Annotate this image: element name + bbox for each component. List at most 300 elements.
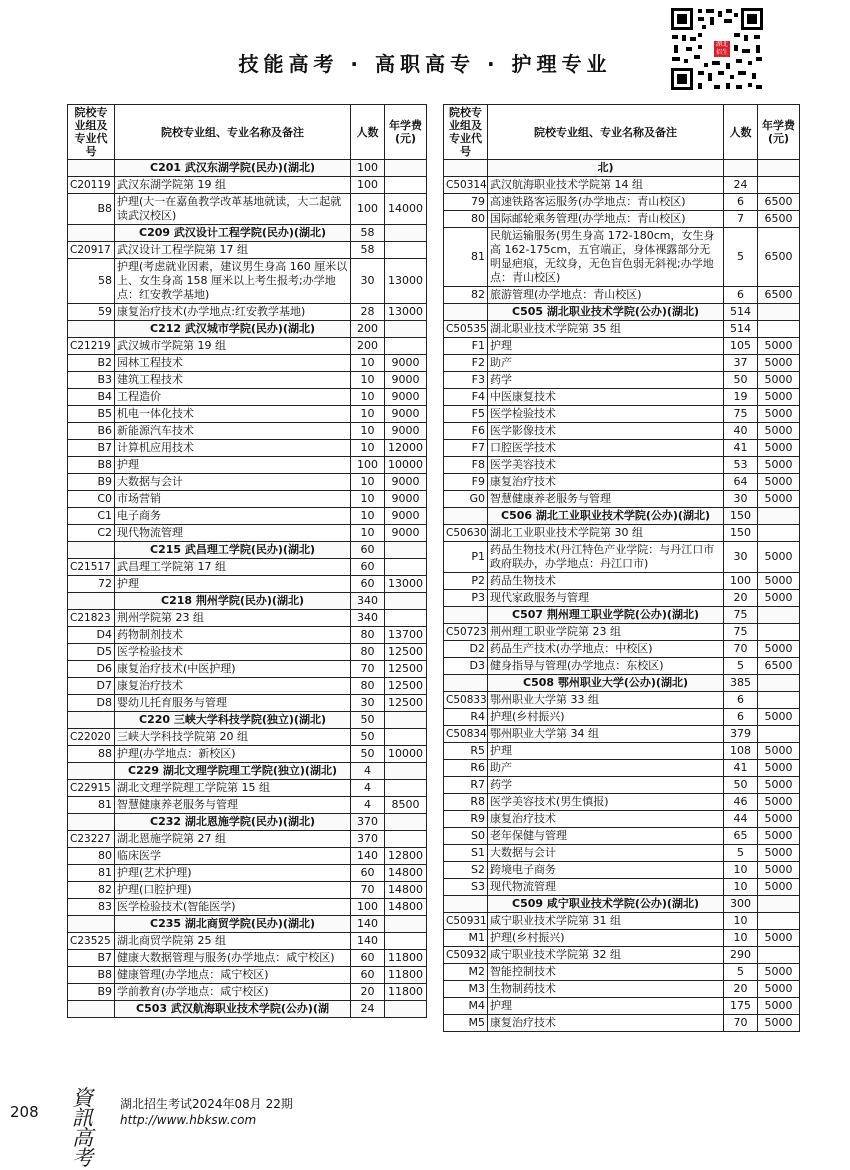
header-name: 院校专业组、专业名称及备注 bbox=[488, 105, 724, 160]
major-row bbox=[444, 811, 800, 828]
school-row bbox=[444, 896, 800, 913]
cell-name: 武汉航海职业技术学院第 14 组 bbox=[488, 177, 724, 194]
school-row bbox=[444, 607, 800, 624]
cell-fee bbox=[385, 729, 427, 746]
qr-code bbox=[668, 5, 766, 93]
cell-num: 80 bbox=[351, 644, 385, 661]
major-row bbox=[68, 372, 427, 389]
cell-fee: 6500 bbox=[758, 194, 800, 211]
cell-name: 助产 bbox=[488, 355, 724, 372]
cell-num: 30 bbox=[351, 695, 385, 712]
cell-code: D5 bbox=[68, 644, 115, 661]
school-row bbox=[444, 304, 800, 321]
cell-code bbox=[68, 542, 115, 559]
cell-num: 60 bbox=[351, 542, 385, 559]
cell-code: F8 bbox=[444, 457, 488, 474]
major-row bbox=[444, 879, 800, 896]
cell-code: R6 bbox=[444, 760, 488, 777]
cell-code bbox=[68, 593, 115, 610]
cell-num: 340 bbox=[351, 610, 385, 627]
group-row bbox=[444, 913, 800, 930]
major-row bbox=[444, 981, 800, 998]
cell-num: 5 bbox=[724, 658, 758, 675]
cell-fee: 5000 bbox=[758, 573, 800, 590]
cell-num: 379 bbox=[724, 726, 758, 743]
group-row bbox=[68, 338, 427, 355]
cell-name: 湖北文理学院理工学院第 15 组 bbox=[115, 780, 351, 797]
cell-num: 175 bbox=[724, 998, 758, 1015]
cell-name: 现代家政服务与管理 bbox=[488, 590, 724, 607]
cell-code: F3 bbox=[444, 372, 488, 389]
cell-fee bbox=[385, 321, 427, 338]
cell-name: 智慧健康养老服务与管理 bbox=[115, 797, 351, 814]
major-row bbox=[444, 542, 800, 573]
cell-num: 140 bbox=[351, 916, 385, 933]
cell-fee: 8500 bbox=[385, 797, 427, 814]
cell-name: C218 荆州学院(民办)(湖北) bbox=[115, 593, 351, 610]
cell-num: 200 bbox=[351, 321, 385, 338]
cell-fee: 5000 bbox=[758, 981, 800, 998]
group-row bbox=[68, 177, 427, 194]
cell-fee bbox=[758, 508, 800, 525]
cell-num: 41 bbox=[724, 760, 758, 777]
cell-num: 58 bbox=[351, 225, 385, 242]
cell-fee: 12500 bbox=[385, 644, 427, 661]
cell-name: 医学美容技术 bbox=[488, 457, 724, 474]
cell-name: 健身指导与管理(办学地点：东校区) bbox=[488, 658, 724, 675]
group-row bbox=[68, 780, 427, 797]
major-row bbox=[444, 709, 800, 726]
cell-name: 药学 bbox=[488, 372, 724, 389]
cell-num: 10 bbox=[351, 389, 385, 406]
major-row bbox=[444, 964, 800, 981]
cell-name: 荆州学院第 23 组 bbox=[115, 610, 351, 627]
cell-fee: 10000 bbox=[385, 457, 427, 474]
cell-num: 75 bbox=[724, 624, 758, 641]
major-row bbox=[444, 372, 800, 389]
major-row bbox=[68, 389, 427, 406]
cell-num: 70 bbox=[724, 641, 758, 658]
cell-num: 7 bbox=[724, 211, 758, 228]
group-row bbox=[444, 692, 800, 709]
cell-code: D2 bbox=[444, 641, 488, 658]
cell-code: D6 bbox=[68, 661, 115, 678]
major-row bbox=[68, 491, 427, 508]
right-table bbox=[443, 104, 800, 1032]
cell-code: R4 bbox=[444, 709, 488, 726]
school-row bbox=[68, 593, 427, 610]
cell-fee: 9000 bbox=[385, 474, 427, 491]
cell-code: B8 bbox=[68, 967, 115, 984]
cell-code: M4 bbox=[444, 998, 488, 1015]
cell-fee bbox=[758, 675, 800, 692]
cell-fee: 5000 bbox=[758, 338, 800, 355]
cell-fee: 5000 bbox=[758, 423, 800, 440]
cell-fee: 11800 bbox=[385, 950, 427, 967]
cell-num: 370 bbox=[351, 831, 385, 848]
cell-fee bbox=[385, 242, 427, 259]
major-row bbox=[444, 1015, 800, 1032]
cell-fee: 11800 bbox=[385, 984, 427, 1001]
cell-fee bbox=[385, 916, 427, 933]
major-row bbox=[444, 457, 800, 474]
cell-name: 康复治疗技术(办学地点:红安教学基地) bbox=[115, 304, 351, 321]
cell-code: 82 bbox=[444, 287, 488, 304]
cell-num: 41 bbox=[724, 440, 758, 457]
cell-num: 75 bbox=[724, 607, 758, 624]
cell-name: 北) bbox=[488, 160, 724, 177]
cell-fee: 12800 bbox=[385, 848, 427, 865]
cell-num: 150 bbox=[724, 508, 758, 525]
major-row bbox=[68, 882, 427, 899]
cell-num: 100 bbox=[351, 177, 385, 194]
cell-num: 30 bbox=[724, 542, 758, 573]
cell-num: 30 bbox=[724, 491, 758, 508]
cell-code bbox=[68, 712, 115, 729]
major-row bbox=[68, 967, 427, 984]
major-row bbox=[444, 228, 800, 287]
major-row bbox=[68, 194, 427, 225]
cell-fee: 5000 bbox=[758, 930, 800, 947]
cell-name: 电子商务 bbox=[115, 508, 351, 525]
group-row bbox=[68, 242, 427, 259]
cell-name: 康复治疗技术 bbox=[488, 1015, 724, 1032]
group-row bbox=[444, 321, 800, 338]
cell-name: 医学检验技术 bbox=[488, 406, 724, 423]
cell-code: F9 bbox=[444, 474, 488, 491]
cell-name: 护理(艺术护理) bbox=[115, 865, 351, 882]
cell-fee: 13000 bbox=[385, 259, 427, 304]
cell-code: 88 bbox=[68, 746, 115, 763]
major-row bbox=[68, 848, 427, 865]
major-row bbox=[68, 304, 427, 321]
cell-name: 临床医学 bbox=[115, 848, 351, 865]
major-row bbox=[444, 573, 800, 590]
cell-fee: 14800 bbox=[385, 882, 427, 899]
cell-num: 46 bbox=[724, 794, 758, 811]
cell-fee: 5000 bbox=[758, 879, 800, 896]
major-row bbox=[68, 508, 427, 525]
cell-name: C232 湖北恩施学院(民办)(湖北) bbox=[115, 814, 351, 831]
school-row bbox=[68, 160, 427, 177]
cell-code: C50834 bbox=[444, 726, 488, 743]
cell-code: D3 bbox=[444, 658, 488, 675]
cell-num: 290 bbox=[724, 947, 758, 964]
major-row bbox=[68, 355, 427, 372]
major-row bbox=[444, 194, 800, 211]
major-row bbox=[444, 641, 800, 658]
cell-fee: 9000 bbox=[385, 525, 427, 542]
major-row bbox=[68, 865, 427, 882]
major-row bbox=[68, 525, 427, 542]
major-row bbox=[68, 695, 427, 712]
cell-code: 81 bbox=[68, 865, 115, 882]
cell-name: 三峡大学科技学院第 20 组 bbox=[115, 729, 351, 746]
cell-num: 80 bbox=[351, 678, 385, 695]
cell-name: 民航运输服务(男生身高 172-180cm，女生身高 162-175cm，五官端正，身体裸露部分无明显疤痕，无纹身，无色盲色弱无斜视;办学地点：青山校区) bbox=[488, 228, 724, 287]
cell-code bbox=[444, 607, 488, 624]
cell-code bbox=[68, 225, 115, 242]
cell-code: M1 bbox=[444, 930, 488, 947]
cell-name: 计算机应用技术 bbox=[115, 440, 351, 457]
cell-name: 药物制剂技术 bbox=[115, 627, 351, 644]
cell-num: 10 bbox=[724, 879, 758, 896]
cell-code: C50535 bbox=[444, 321, 488, 338]
major-row bbox=[444, 658, 800, 675]
cell-code: M5 bbox=[444, 1015, 488, 1032]
cell-fee: 5000 bbox=[758, 457, 800, 474]
cell-code: C50931 bbox=[444, 913, 488, 930]
cell-fee bbox=[758, 896, 800, 913]
cell-code: 81 bbox=[444, 228, 488, 287]
cell-fee: 5000 bbox=[758, 964, 800, 981]
cell-num: 6 bbox=[724, 194, 758, 211]
major-row bbox=[68, 474, 427, 491]
cell-fee: 12000 bbox=[385, 440, 427, 457]
cell-name: 咸宁职业技术学院第 31 组 bbox=[488, 913, 724, 930]
cell-code: S0 bbox=[444, 828, 488, 845]
cell-num: 10 bbox=[351, 508, 385, 525]
school-row bbox=[68, 1001, 427, 1018]
cell-name: 湖北商贸学院第 25 组 bbox=[115, 933, 351, 950]
page-number: 208 bbox=[10, 1103, 39, 1121]
cell-fee bbox=[385, 542, 427, 559]
cell-fee bbox=[385, 712, 427, 729]
cell-fee bbox=[758, 177, 800, 194]
cell-code: C22915 bbox=[68, 780, 115, 797]
school-row bbox=[444, 160, 800, 177]
cell-name: 护理(考虑就业因素，建议男生身高 160 厘米以上、女生身高 158 厘米以上考生报考;办学地点：红安教学基地) bbox=[115, 259, 351, 304]
cell-name: 湖北工业职业技术学院第 30 组 bbox=[488, 525, 724, 542]
cell-code: B7 bbox=[68, 440, 115, 457]
cell-name: 现代物流管理 bbox=[115, 525, 351, 542]
cell-num: 10 bbox=[351, 440, 385, 457]
cell-name: 湖北职业技术学院第 35 组 bbox=[488, 321, 724, 338]
cell-fee: 12500 bbox=[385, 678, 427, 695]
cell-num: 20 bbox=[724, 981, 758, 998]
cell-name: C503 武汉航海职业技术学院(公办)(湖 bbox=[115, 1001, 351, 1018]
page-title: 技能高考 · 高职高专 · 护理专业 bbox=[238, 52, 612, 76]
cell-name: 药品生物技术(丹江特色产业学院：与丹江口市政府联办，办学地点：丹江口市) bbox=[488, 542, 724, 573]
school-row bbox=[68, 542, 427, 559]
cell-fee: 13000 bbox=[385, 576, 427, 593]
cell-num: 20 bbox=[351, 984, 385, 1001]
group-row bbox=[68, 729, 427, 746]
cell-code: C50932 bbox=[444, 947, 488, 964]
cell-fee bbox=[758, 624, 800, 641]
major-row bbox=[444, 474, 800, 491]
major-row bbox=[444, 211, 800, 228]
cell-num: 60 bbox=[351, 950, 385, 967]
cell-name: 鄂州职业大学第 34 组 bbox=[488, 726, 724, 743]
cell-name: C509 咸宁职业技术学院(公办)(湖北) bbox=[488, 896, 724, 913]
cell-num: 100 bbox=[351, 194, 385, 225]
cell-code bbox=[444, 508, 488, 525]
cell-code: F5 bbox=[444, 406, 488, 423]
cell-code: F2 bbox=[444, 355, 488, 372]
cell-name: 工程造价 bbox=[115, 389, 351, 406]
cell-name: 国际邮轮乘务管理(办学地点：青山校区) bbox=[488, 211, 724, 228]
cell-code: R7 bbox=[444, 777, 488, 794]
cell-code: M2 bbox=[444, 964, 488, 981]
header-name: 院校专业组、专业名称及备注 bbox=[115, 105, 351, 160]
cell-name: C505 湖北职业技术学院(公办)(湖北) bbox=[488, 304, 724, 321]
school-row bbox=[68, 916, 427, 933]
cell-code: P2 bbox=[444, 573, 488, 590]
cell-num: 65 bbox=[724, 828, 758, 845]
major-row bbox=[444, 406, 800, 423]
cell-fee bbox=[385, 559, 427, 576]
cell-name: 护理 bbox=[488, 998, 724, 1015]
cell-fee: 5000 bbox=[758, 777, 800, 794]
cell-fee bbox=[385, 780, 427, 797]
cell-fee bbox=[385, 763, 427, 780]
cell-code bbox=[68, 1001, 115, 1018]
cell-num: 30 bbox=[351, 259, 385, 304]
group-row bbox=[68, 610, 427, 627]
school-row bbox=[68, 225, 427, 242]
cell-code: D4 bbox=[68, 627, 115, 644]
cell-code: C21823 bbox=[68, 610, 115, 627]
cell-name: C220 三峡大学科技学院(独立)(湖北) bbox=[115, 712, 351, 729]
header-num: 人数 bbox=[724, 105, 758, 160]
cell-num: 4 bbox=[351, 763, 385, 780]
cell-code bbox=[444, 304, 488, 321]
cell-num: 108 bbox=[724, 743, 758, 760]
major-row bbox=[444, 491, 800, 508]
table-header bbox=[68, 105, 427, 160]
major-row bbox=[444, 338, 800, 355]
cell-fee: 5000 bbox=[758, 372, 800, 389]
cell-name: 现代物流管理 bbox=[488, 879, 724, 896]
cell-code: C23227 bbox=[68, 831, 115, 848]
cell-name: 护理(口腔护理) bbox=[115, 882, 351, 899]
cell-code: S2 bbox=[444, 862, 488, 879]
cell-name: C508 鄂州职业大学(公办)(湖北) bbox=[488, 675, 724, 692]
cell-name: C215 武昌理工学院(民办)(湖北) bbox=[115, 542, 351, 559]
cell-name: 机电一体化技术 bbox=[115, 406, 351, 423]
cell-name: 老年保健与管理 bbox=[488, 828, 724, 845]
cell-code: B4 bbox=[68, 389, 115, 406]
cell-code: G0 bbox=[444, 491, 488, 508]
cell-name: 药学 bbox=[488, 777, 724, 794]
cell-fee: 9000 bbox=[385, 389, 427, 406]
major-row bbox=[68, 440, 427, 457]
cell-name: 医学美容技术(男生慎报) bbox=[488, 794, 724, 811]
cell-fee: 6500 bbox=[758, 287, 800, 304]
cell-num: 100 bbox=[351, 160, 385, 177]
cell-name: 武昌理工学院第 17 组 bbox=[115, 559, 351, 576]
major-row bbox=[68, 627, 427, 644]
cell-num: 100 bbox=[351, 457, 385, 474]
cell-num: 385 bbox=[724, 675, 758, 692]
cell-code: 80 bbox=[68, 848, 115, 865]
cell-fee: 5000 bbox=[758, 406, 800, 423]
cell-num: 6 bbox=[724, 692, 758, 709]
major-row bbox=[444, 930, 800, 947]
cell-fee bbox=[758, 304, 800, 321]
cell-num: 70 bbox=[724, 1015, 758, 1032]
major-row bbox=[444, 287, 800, 304]
cell-name: 护理(办学地点：新校区) bbox=[115, 746, 351, 763]
major-row bbox=[68, 678, 427, 695]
cell-name: C229 湖北文理学院理工学院(独立)(湖北) bbox=[115, 763, 351, 780]
major-row bbox=[68, 406, 427, 423]
cell-fee bbox=[385, 610, 427, 627]
cell-fee: 5000 bbox=[758, 828, 800, 845]
cell-num: 10 bbox=[351, 525, 385, 542]
cell-fee: 11800 bbox=[385, 967, 427, 984]
cell-name: 中医康复技术 bbox=[488, 389, 724, 406]
school-row bbox=[68, 814, 427, 831]
left-table bbox=[67, 104, 427, 1018]
cell-code: B9 bbox=[68, 474, 115, 491]
cell-name: 护理(大一在嘉鱼教学改革基地就读，大二起就读武汉校区) bbox=[115, 194, 351, 225]
cell-code bbox=[444, 896, 488, 913]
major-row bbox=[444, 845, 800, 862]
cell-code: B6 bbox=[68, 423, 115, 440]
cell-code: 81 bbox=[68, 797, 115, 814]
cell-name: 护理 bbox=[488, 743, 724, 760]
major-row bbox=[68, 457, 427, 474]
cell-num: 28 bbox=[351, 304, 385, 321]
header-fee: 年学费(元) bbox=[385, 105, 427, 160]
table-header bbox=[444, 105, 800, 160]
cell-num: 6 bbox=[724, 709, 758, 726]
cell-code: F7 bbox=[444, 440, 488, 457]
cell-name: C506 湖北工业职业技术学院(公办)(湖北) bbox=[488, 508, 724, 525]
group-row bbox=[444, 624, 800, 641]
website-url[interactable]: http://www.hbksw.com bbox=[120, 1113, 257, 1127]
school-row bbox=[68, 763, 427, 780]
header-fee: 年学费(元) bbox=[758, 105, 800, 160]
cell-fee bbox=[385, 338, 427, 355]
cell-fee: 5000 bbox=[758, 794, 800, 811]
major-row bbox=[444, 743, 800, 760]
major-row bbox=[444, 760, 800, 777]
cell-fee: 9000 bbox=[385, 423, 427, 440]
cell-name: C235 湖北商贸学院(民办)(湖北) bbox=[115, 916, 351, 933]
cell-num: 10 bbox=[351, 372, 385, 389]
cell-code: C20917 bbox=[68, 242, 115, 259]
major-row bbox=[444, 389, 800, 406]
cell-fee: 9000 bbox=[385, 406, 427, 423]
cell-fee: 12500 bbox=[385, 695, 427, 712]
major-row bbox=[444, 590, 800, 607]
cell-code: C22020 bbox=[68, 729, 115, 746]
cell-code: C50630 bbox=[444, 525, 488, 542]
cell-fee: 9000 bbox=[385, 355, 427, 372]
cell-code bbox=[68, 160, 115, 177]
cell-num: 5 bbox=[724, 964, 758, 981]
cell-name: 医学影像技术 bbox=[488, 423, 724, 440]
cell-code: P3 bbox=[444, 590, 488, 607]
cell-name: 湖北恩施学院第 27 组 bbox=[115, 831, 351, 848]
cell-num: 20 bbox=[724, 590, 758, 607]
cell-name: C201 武汉东湖学院(民办)(湖北) bbox=[115, 160, 351, 177]
cell-name: 园林工程技术 bbox=[115, 355, 351, 372]
cell-num: 40 bbox=[724, 423, 758, 440]
cell-num: 80 bbox=[351, 627, 385, 644]
major-row bbox=[444, 440, 800, 457]
cell-fee: 14800 bbox=[385, 899, 427, 916]
cell-name: 助产 bbox=[488, 760, 724, 777]
cell-name: 康复治疗技术 bbox=[488, 474, 724, 491]
cell-name: 健康大数据管理与服务(办学地点：咸宁校区) bbox=[115, 950, 351, 967]
cell-num: 100 bbox=[724, 573, 758, 590]
cell-code: C50314 bbox=[444, 177, 488, 194]
cell-num: 24 bbox=[724, 177, 758, 194]
